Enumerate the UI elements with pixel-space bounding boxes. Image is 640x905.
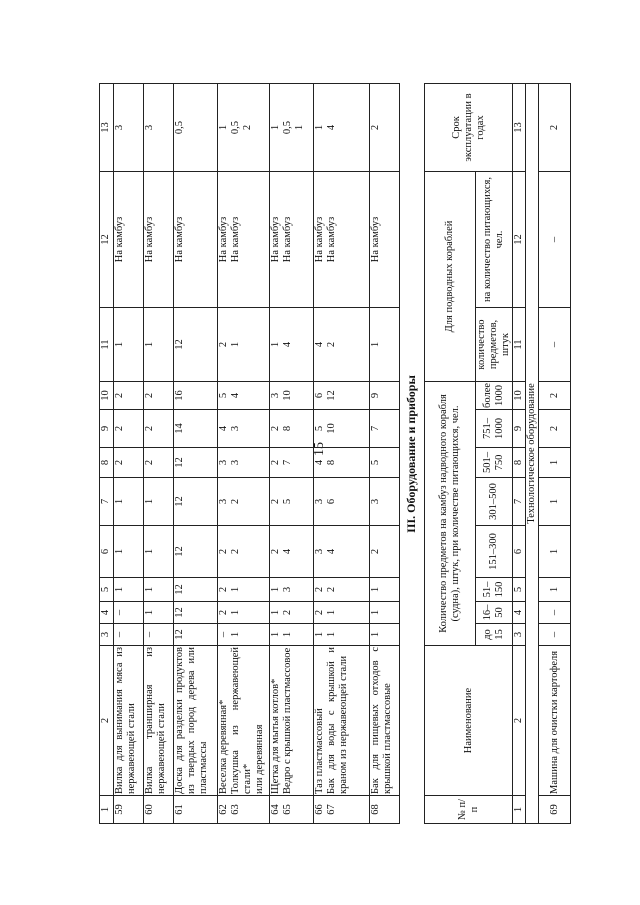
column-number: 5	[513, 578, 526, 602]
table-row	[270, 84, 314, 824]
column-number-row	[513, 83, 526, 823]
cell-c9: 4 3	[218, 410, 270, 448]
column-number: 4	[513, 602, 526, 624]
column-number: 1	[100, 796, 114, 824]
cell-c3: 12	[174, 624, 218, 646]
cell-c12: На камбуз На камбуз	[314, 172, 370, 308]
cell-c4: 1	[144, 602, 174, 624]
equipment-table	[424, 83, 571, 824]
page-number: 15	[312, 442, 327, 456]
cell-c6: 12	[174, 526, 218, 578]
cell-c12: На камбуз На камбуз	[270, 172, 314, 308]
header-range: 751–1000	[476, 410, 513, 448]
column-number: 2	[513, 646, 526, 796]
header-quantity: Количество предметов на камбуз надводного корабля (судна), штук, при количестве питающихся, чел.	[425, 382, 476, 646]
cell-c3: 1 1	[314, 624, 370, 646]
cell-c13: 1 0,5 2	[218, 84, 270, 172]
header-service-life: Срок эксплуатации в годах	[425, 83, 513, 171]
cell-c4: 1	[370, 602, 400, 624]
cell-c13: 1 0,5 1	[270, 84, 314, 172]
utensils-table	[99, 83, 400, 824]
column-number: 9	[513, 410, 526, 448]
item-name: Бак для пищевых отходов с крышкой пластмассовые	[370, 646, 400, 796]
cell-c8: 12	[174, 448, 218, 478]
column-number: 7	[513, 478, 526, 526]
cell-c7: 3 6	[314, 478, 370, 526]
cell-c9: 14	[174, 410, 218, 448]
cell-num: 69	[539, 796, 571, 824]
table-row	[539, 83, 571, 823]
cell-c11: 1 4	[270, 308, 314, 382]
cell-c6: 1	[144, 526, 174, 578]
rotated-page-content	[99, 84, 564, 824]
cell-c9: 7	[370, 410, 400, 448]
cell-c8: 2	[144, 448, 174, 478]
cell-c5: 1	[144, 578, 174, 602]
cell-c9: 2	[114, 410, 144, 448]
table-row	[174, 84, 218, 824]
column-number: 9	[100, 410, 114, 448]
cell-c3: –	[539, 624, 571, 646]
cell-c8: 2	[114, 448, 144, 478]
cell-c4: –	[114, 602, 144, 624]
cell-c3: 1	[370, 624, 400, 646]
cell-c9: 2	[539, 410, 571, 448]
column-number: 6	[513, 526, 526, 578]
cell-c5: 2 2	[314, 578, 370, 602]
cell-c13: 3	[114, 84, 144, 172]
cell-c3: –	[114, 624, 144, 646]
table-row	[218, 84, 270, 824]
cell-c9: 2	[144, 410, 174, 448]
column-number: 8	[513, 448, 526, 478]
cell-num: 61	[174, 796, 218, 824]
cell-c11: 4 2	[314, 308, 370, 382]
cell-c10: 5 4	[218, 382, 270, 410]
column-number: 2	[100, 646, 114, 796]
cell-c12: На камбуз	[174, 172, 218, 308]
cell-c3: –	[144, 624, 174, 646]
column-number: 10	[100, 382, 114, 410]
cell-c7: 12	[174, 478, 218, 526]
cell-c4: 2 1	[218, 602, 270, 624]
header-range: до 15	[476, 624, 513, 646]
cell-c5: 1	[370, 578, 400, 602]
cell-c5: 12	[174, 578, 218, 602]
column-number: 3	[513, 624, 526, 646]
cell-c8: 2 7	[270, 448, 314, 478]
column-number: 1	[513, 796, 526, 824]
cell-c7: 2 5	[270, 478, 314, 526]
table-row	[314, 84, 370, 824]
column-number: 12	[100, 172, 114, 308]
cell-num: 64 65	[270, 796, 314, 824]
cell-c9: 5 10	[314, 410, 370, 448]
header-range: 301–500	[476, 478, 513, 526]
column-number: 13	[100, 84, 114, 172]
cell-c6: 3 4	[314, 526, 370, 578]
cell-c11: –	[539, 308, 571, 382]
column-number: 8	[100, 448, 114, 478]
header-range: 51–150	[476, 578, 513, 602]
cell-c11: 1	[114, 308, 144, 382]
cell-c6: 1	[539, 526, 571, 578]
cell-c13: 3	[144, 84, 174, 172]
cell-c4: –	[539, 602, 571, 624]
cell-c7: 3	[370, 478, 400, 526]
cell-c5: 2 1	[218, 578, 270, 602]
column-number: 11	[100, 308, 114, 382]
cell-c4: 1 2	[270, 602, 314, 624]
header-range: более 1000	[476, 382, 513, 410]
item-name: Таз пластмассовый Бак для воды с крышкой и краном из нержавеющей стали	[314, 646, 370, 796]
item-name: Машина для очистки картофеля	[539, 646, 571, 796]
column-number: 4	[100, 602, 114, 624]
header-submarine: Для подводных кораблей	[425, 171, 476, 381]
item-name: Веселка деревянная* Толкушка из нержавеющей стали* или деревянная	[218, 646, 270, 796]
column-number: 7	[100, 478, 114, 526]
cell-num: 62 63	[218, 796, 270, 824]
cell-c6: 2	[370, 526, 400, 578]
column-number: 12	[513, 171, 526, 307]
cell-c11: 12	[174, 308, 218, 382]
item-name: Вилка транширная из нержавеющей стали	[144, 646, 174, 796]
cell-c10: 2	[114, 382, 144, 410]
cell-c10: 3 10	[270, 382, 314, 410]
header-range: 16–50	[476, 602, 513, 624]
cell-c4: 2 1	[314, 602, 370, 624]
cell-c13: 0,5	[174, 84, 218, 172]
cell-num: 66 67	[314, 796, 370, 824]
cell-c10: 9	[370, 382, 400, 410]
column-number: 5	[100, 578, 114, 602]
header-range: 501–750	[476, 448, 513, 478]
cell-c5: 1	[539, 578, 571, 602]
column-number: 11	[513, 308, 526, 382]
header-number: № п/п	[425, 796, 513, 824]
cell-c8: 5	[370, 448, 400, 478]
cell-c12: На камбуз На камбуз	[218, 172, 270, 308]
cell-c11: 1	[144, 308, 174, 382]
column-number: 6	[100, 526, 114, 578]
cell-c3: 1 1	[270, 624, 314, 646]
section-title: III. Оборудование и приборы	[404, 375, 418, 533]
cell-c7: 1	[144, 478, 174, 526]
column-number: 13	[513, 83, 526, 171]
header-range: 151–300	[476, 526, 513, 578]
cell-c12: На камбуз	[370, 172, 400, 308]
cell-c13: 1 4	[314, 84, 370, 172]
table-row	[370, 84, 400, 824]
header-submarine-qty: количество предметов, штук	[476, 308, 513, 382]
item-name: Щетка для мытья котлов* Ведро с крышкой пластмассовое	[270, 646, 314, 796]
cell-c10: 16	[174, 382, 218, 410]
cell-c7: 3 2	[218, 478, 270, 526]
cell-c4: 12	[174, 602, 218, 624]
cell-c11: 1	[370, 308, 400, 382]
cell-c13: 2	[539, 83, 571, 171]
cell-c12: На камбуз	[144, 172, 174, 308]
cell-c7: 1	[114, 478, 144, 526]
cell-num: 60	[144, 796, 174, 824]
item-name: Доска для разделки продуктов из твердых пород дерева или пластмассы	[174, 646, 218, 796]
cell-c13: 2	[370, 84, 400, 172]
cell-c5: 1 3	[270, 578, 314, 602]
cell-c6: 2 4	[270, 526, 314, 578]
cell-c5: 1	[114, 578, 144, 602]
cell-c11: 2 1	[218, 308, 270, 382]
cell-c6: 2 2	[218, 526, 270, 578]
cell-num: 59	[114, 796, 144, 824]
cell-c10: 2	[144, 382, 174, 410]
table-row	[114, 84, 144, 824]
cell-c3: – 1	[218, 624, 270, 646]
header-name: Наименование	[425, 646, 513, 796]
cell-c12: На камбуз	[114, 172, 144, 308]
column-number: 10	[513, 382, 526, 410]
cell-c7: 1	[539, 478, 571, 526]
cell-c6: 1	[114, 526, 144, 578]
cell-c10: 6 12	[314, 382, 370, 410]
column-number-row	[100, 84, 114, 824]
table-row	[144, 84, 174, 824]
column-number: 3	[100, 624, 114, 646]
cell-c8: 1	[539, 448, 571, 478]
cell-c12: –	[539, 171, 571, 307]
subsection-heading: Технологическое оборудование	[526, 83, 539, 823]
cell-c8: 4 8	[314, 448, 370, 478]
header-submarine-people: на количество питающихся, чел.	[476, 171, 513, 307]
cell-c8: 3 3	[218, 448, 270, 478]
cell-num: 68	[370, 796, 400, 824]
item-name: Вилка для вынимания мяса из нержавеющей стали	[114, 646, 144, 796]
cell-c9: 2 8	[270, 410, 314, 448]
cell-c10: 2	[539, 382, 571, 410]
